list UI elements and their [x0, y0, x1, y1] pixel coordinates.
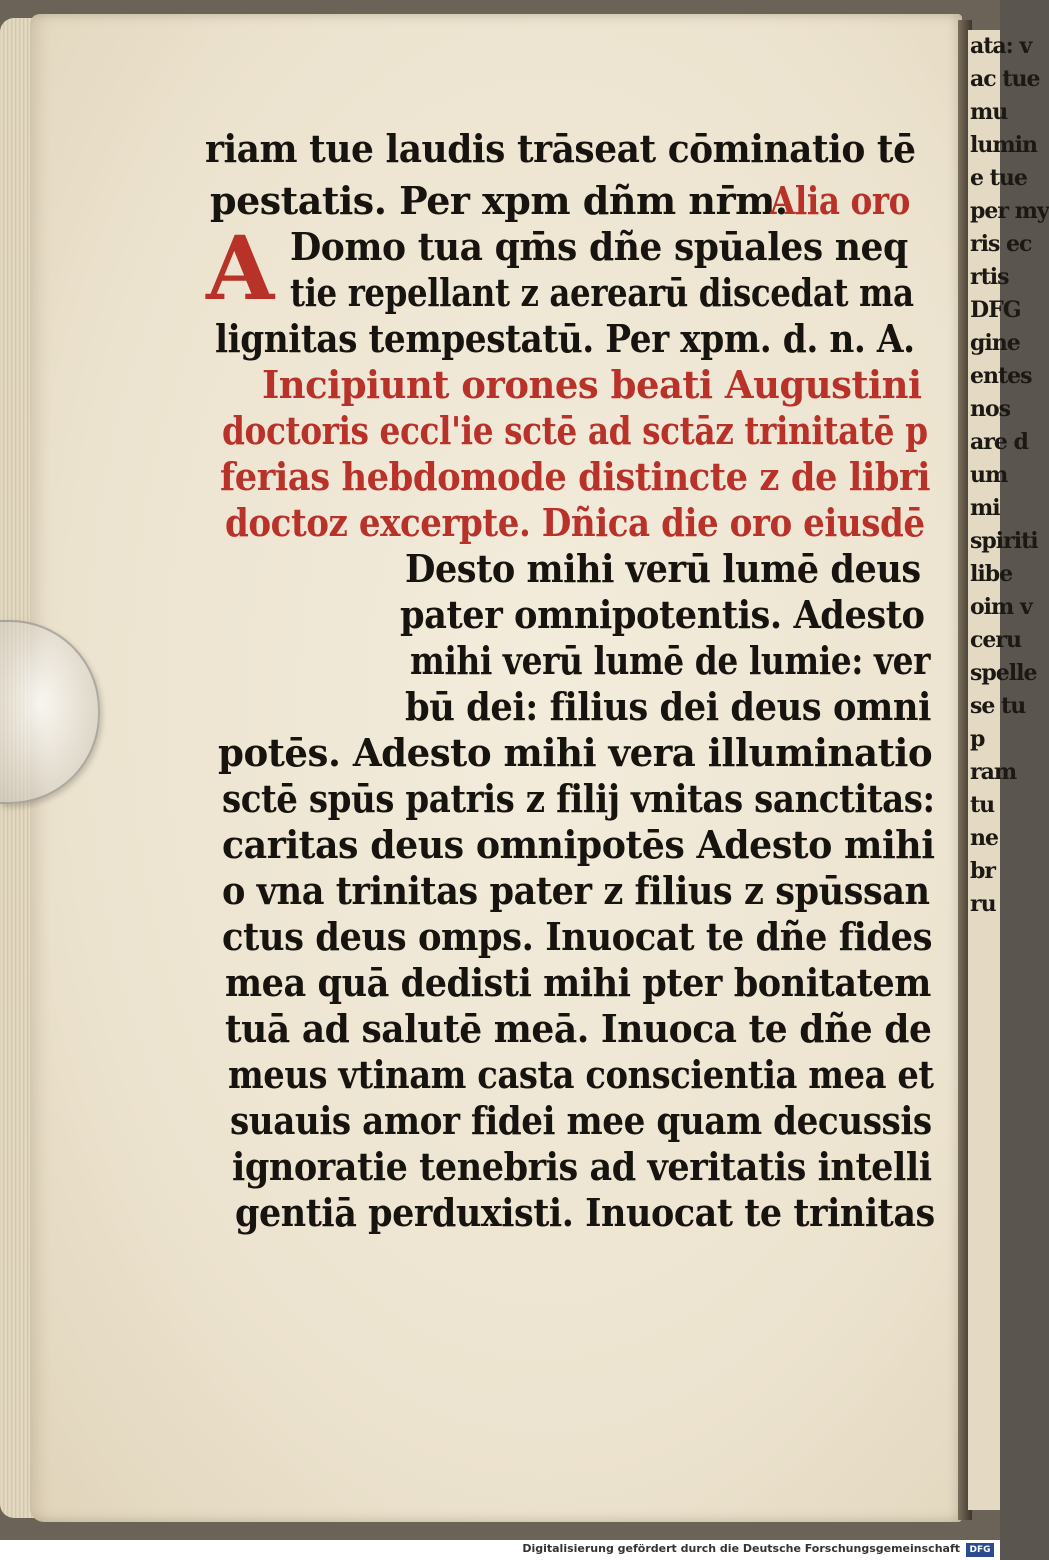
text-line: sctē spūs patris z filij vnitas sanctitas:	[222, 776, 935, 821]
next-page-line: are d	[970, 429, 1028, 455]
text-line: meus vtinam casta conscientia mea et	[228, 1052, 934, 1097]
text-line: Incipiunt orones beati Augustini	[262, 362, 922, 407]
footer-bar	[0, 1540, 1000, 1560]
next-page-line: tu	[970, 792, 995, 818]
text-line: riam tue laudis trāseat cōminatio tē	[205, 126, 916, 171]
text-line: tuā ad salutē meā. Inuoca te dñe de	[225, 1006, 932, 1051]
text-line: gentiā perduxisti. Inuocat te trinitas	[235, 1190, 935, 1235]
next-page-line: ceru	[970, 627, 1021, 653]
text-line: suauis amor fidei mee quam decussis	[230, 1098, 932, 1143]
next-page-line: per my	[970, 198, 1049, 224]
footer-credit: Digitalisierung gefördert durch die Deutsche Forschungsgemeinschaft	[522, 1542, 960, 1555]
dfg-logo-icon: DFG	[966, 1543, 994, 1557]
next-page-line: ne	[970, 825, 998, 851]
text-line: pestatis. Per xpm dñm nr̄m.	[210, 178, 788, 223]
text-line: pater omnipotentis. Adesto	[400, 592, 925, 637]
next-page-line: lumin	[970, 132, 1037, 158]
text-line: Domo tua qm̄s dñe spūales neq	[290, 224, 908, 269]
next-page-line: ru	[970, 891, 996, 917]
red-initial-letter: A	[206, 216, 275, 320]
text-line: lignitas tempestatū. Per xpm. d. n. A.	[215, 316, 915, 361]
next-page-line: mi	[970, 495, 1000, 521]
next-page-line: p	[970, 726, 985, 752]
text-line: Desto mihi verū lumē deus	[405, 546, 921, 591]
next-page-line: gine	[970, 330, 1020, 356]
next-page-line: ram	[970, 759, 1017, 785]
text-line: ignoratie tenebris ad veritatis intelli	[232, 1144, 932, 1189]
next-page-line: ris ec	[970, 231, 1032, 257]
text-line: doctoz excerpte. Dñica die oro eiusdē	[225, 500, 925, 545]
next-page-line: ac tue	[970, 66, 1040, 92]
next-page-line: libe	[970, 561, 1013, 587]
next-page-line: rtis	[970, 264, 1009, 290]
text-line: caritas deus omnipotēs Adesto mihi	[222, 822, 935, 867]
text-line: mihi verū lumē de lumie: ver	[410, 638, 931, 683]
next-page-line: br	[970, 858, 995, 884]
text-line: tie repellant z aerearū discedat ma	[290, 270, 914, 315]
next-page-line: um	[970, 462, 1008, 488]
text-line: o vna trinitas pater z filius z spūssan	[222, 868, 930, 913]
text-line: mea quā dedisti mihi pter bonitatem	[225, 960, 931, 1005]
next-page-line: DFG	[970, 297, 1021, 323]
next-page-line: entes	[970, 363, 1032, 389]
text-line: ferias hebdomode distincte z de libri	[220, 454, 931, 499]
next-page-line: spiriti	[970, 528, 1038, 554]
text-line: potēs. Adesto mihi vera illuminatio	[218, 730, 933, 775]
rubric-label: Alia oro	[770, 178, 910, 223]
next-page-line: ata: v	[970, 33, 1032, 59]
next-page-line: e tue	[970, 165, 1027, 191]
next-page-line: oim v	[970, 594, 1032, 620]
text-line: ctus deus omps. Inuocat te dñe fides	[222, 914, 933, 959]
next-page-line: mu	[970, 99, 1008, 125]
next-page-line: se tu	[970, 693, 1026, 719]
text-line: doctoris eccl'ie sctē ad sctāz trinitatē p	[222, 408, 928, 453]
next-page-line: nos	[970, 396, 1011, 422]
next-page-line: spelle	[970, 660, 1037, 686]
text-line: bū dei: filius dei deus omni	[405, 684, 932, 729]
